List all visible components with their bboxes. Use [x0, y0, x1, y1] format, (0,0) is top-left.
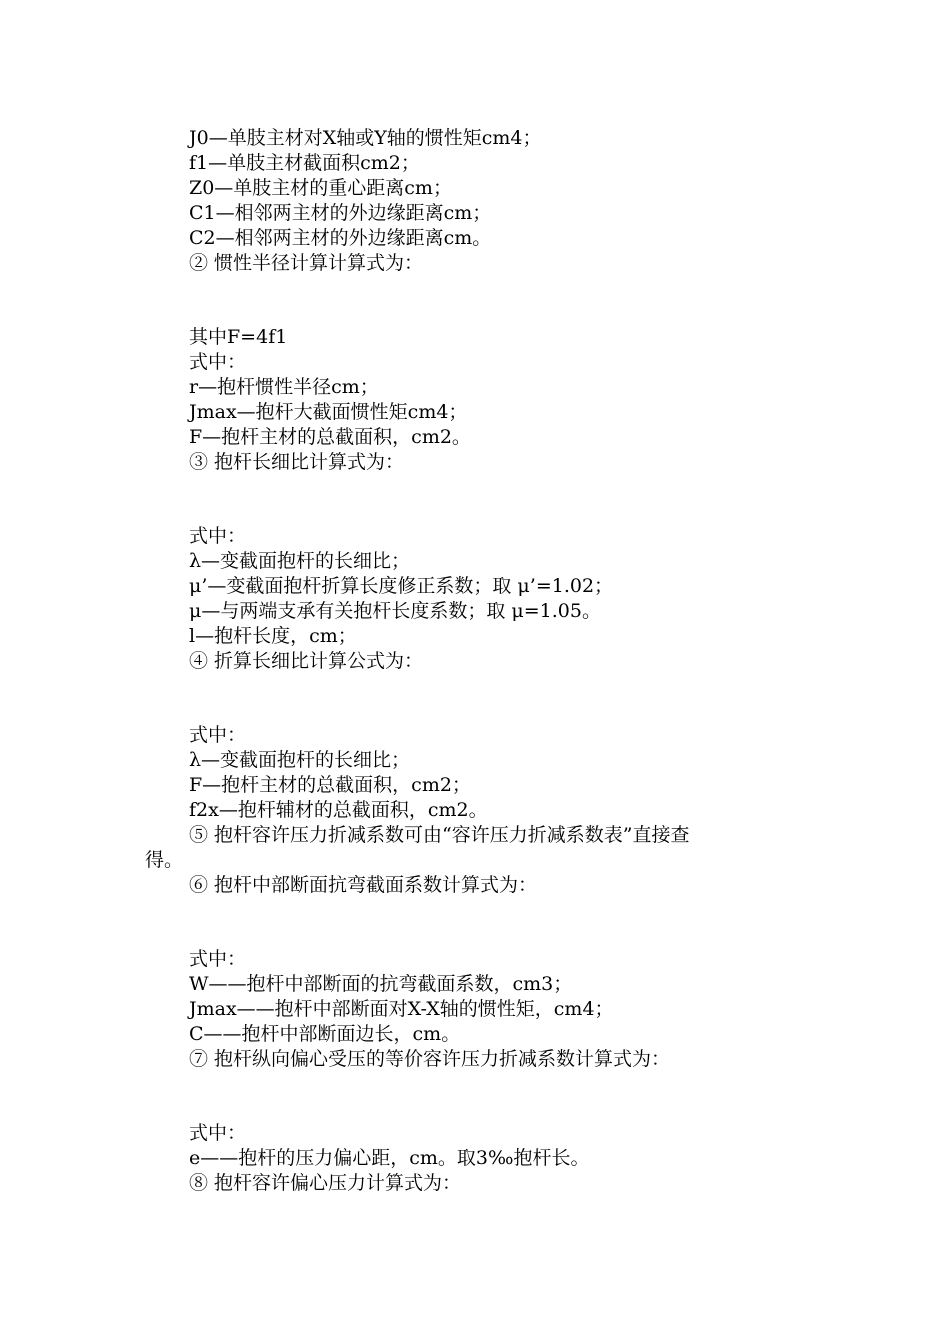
definition-f: F—抱杆主材的总截面积，cm2；	[189, 774, 471, 796]
definition-c1: C1—相邻两主材的外边缘距离cm；	[189, 202, 492, 224]
definition-c2: C2—相邻两主材的外边缘距离cm。	[189, 227, 492, 249]
formula-note: 其中F=4f1	[189, 326, 288, 348]
where-label: 式中：	[189, 948, 247, 970]
definition-r: r—抱杆惯性半径cm；	[189, 376, 379, 398]
definition-f2x: f2x—抱杆辅材的总截面积，cm2。	[189, 799, 488, 821]
definition-lambda: λ—变截面抱杆的长细比；	[189, 550, 411, 572]
section-heading-5: ⑤ 抱杆容许压力折减系数可由“容许压力折减系数表”直接查	[189, 824, 690, 846]
section-heading-4: ④ 折算长细比计算公式为：	[189, 650, 424, 672]
section-heading-8: ⑧ 抱杆容许偏心压力计算式为：	[189, 1172, 462, 1194]
definition-j0: J0—单肢主材对X轴或Y轴的惯性矩cm4；	[189, 127, 542, 149]
definition-l: l—抱杆长度，cm；	[189, 625, 357, 647]
definition-z0: Z0—单肢主材的重心距离cm；	[189, 177, 452, 199]
where-label: 式中：	[189, 525, 247, 547]
where-label: 式中：	[189, 724, 247, 746]
where-label: 式中：	[189, 351, 247, 373]
section-heading-5-continuation: 得。	[145, 849, 184, 871]
definition-c: C——抱杆中部断面边长，cm。	[189, 1023, 461, 1045]
section-heading-6: ⑥ 抱杆中部断面抗弯截面系数计算式为：	[189, 874, 538, 896]
definition-e: e——抱杆的压力偏心距，cm。取3‰抱杆长。	[189, 1147, 590, 1169]
definition-w: W——抱杆中部断面的抗弯截面系数，cm3；	[189, 973, 573, 995]
definition-mu-prime: μ’—变截面抱杆折算长度修正系数；取 μ’=1.02；	[189, 575, 614, 597]
section-heading-3: ③ 抱杆长细比计算式为：	[189, 451, 405, 473]
definition-jmax: Jmax—抱杆大截面惯性矩cm4；	[189, 401, 468, 423]
where-label: 式中：	[189, 1122, 247, 1144]
definition-lambda: λ—变截面抱杆的长细比；	[189, 749, 411, 771]
definition-f: F—抱杆主材的总截面积，cm2。	[189, 426, 471, 448]
section-heading-2: ② 惯性半径计算计算式为：	[189, 252, 424, 274]
definition-mu: μ—与两端支承有关抱杆长度系数；取 μ=1.05。	[189, 600, 601, 622]
definition-jmax-xx: Jmax——抱杆中部断面对X-X轴的惯性矩，cm4；	[189, 998, 614, 1020]
definition-f1: f1—单肢主材截面积cm2；	[189, 152, 420, 174]
section-heading-7: ⑦ 抱杆纵向偏心受压的等价容许压力折减系数计算式为：	[189, 1048, 671, 1070]
